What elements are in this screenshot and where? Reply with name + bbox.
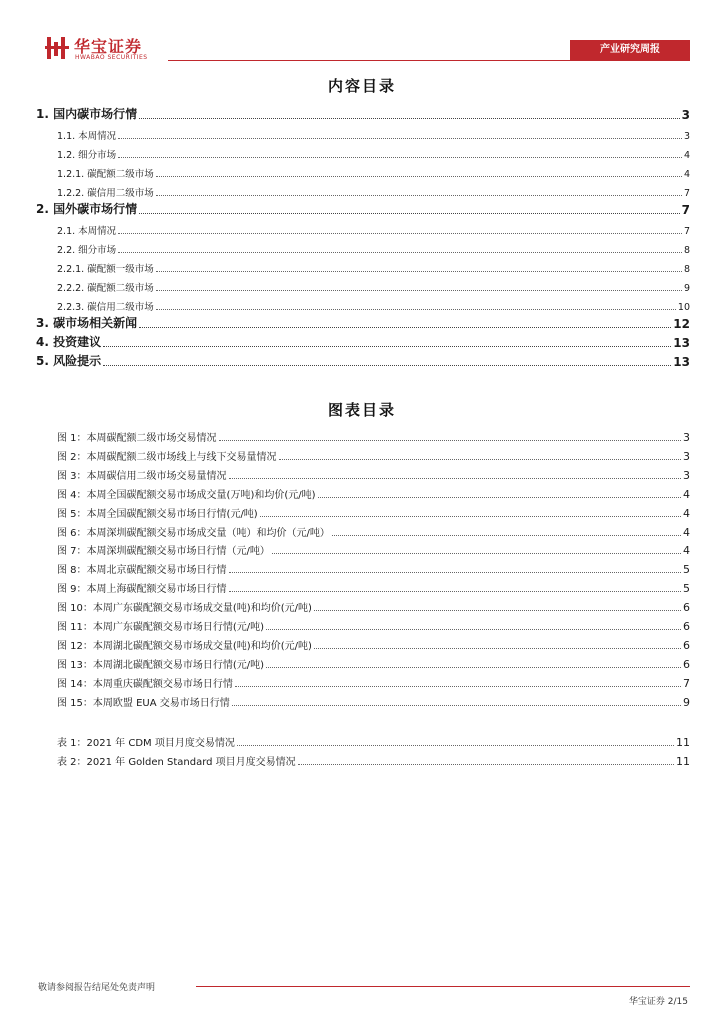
dot-leader bbox=[156, 309, 676, 310]
dot-leader bbox=[332, 535, 681, 536]
toc-entry-label: 图 6：本周深圳碳配额交易市场成交量（吨）和均价（元/吨） bbox=[57, 527, 330, 539]
footer-page-number: 2/15 bbox=[667, 997, 688, 1007]
figure-entry[interactable] bbox=[57, 485, 690, 501]
dot-leader bbox=[229, 591, 681, 592]
toc-entry-page: 6 bbox=[683, 638, 690, 652]
header-divider bbox=[168, 60, 690, 61]
toc-entry-label: 图 1：本周碳配额二级市场交易情况 bbox=[57, 433, 217, 444]
dot-leader bbox=[266, 629, 681, 630]
dot-leader bbox=[237, 745, 674, 746]
toc-entry-label: 2.1. 本周情况 bbox=[57, 226, 117, 237]
toc-entry-page: 7 bbox=[683, 226, 690, 237]
figure-entry[interactable] bbox=[57, 428, 690, 444]
table-entry[interactable] bbox=[57, 733, 690, 749]
dot-leader bbox=[118, 157, 682, 158]
toc-entry-label: 2. 国外碳市场行情 bbox=[36, 202, 138, 216]
toc-entry-label: 图 4：本周全国碳配额交易市场成交量(万吨)和均价(元/吨) bbox=[57, 489, 316, 501]
toc-entry-page: 6 bbox=[683, 657, 690, 671]
toc-entry-page: 13 bbox=[673, 355, 690, 369]
toc-entry-level1[interactable] bbox=[36, 334, 690, 350]
brand-name-en: HWABAO SECURITIES bbox=[75, 54, 148, 61]
toc-entry-label: 1.2.1. 碳配额二级市场 bbox=[57, 169, 154, 180]
toc-entry-page: 3 bbox=[683, 431, 690, 444]
toc-entry-page: 9 bbox=[683, 283, 690, 294]
dot-leader bbox=[139, 327, 671, 328]
dot-leader bbox=[229, 478, 681, 479]
toc-entry-page: 4 bbox=[683, 169, 690, 180]
figure-entry[interactable] bbox=[57, 579, 690, 595]
toc-entry-page: 3 bbox=[683, 468, 690, 482]
dot-leader bbox=[139, 118, 680, 119]
footer-page-info bbox=[629, 994, 688, 1007]
toc-entry-label: 1.2. 细分市场 bbox=[57, 150, 117, 161]
dot-leader bbox=[279, 459, 681, 460]
footer-company: 华宝证券 bbox=[628, 997, 665, 1007]
toc-entry-page: 4 bbox=[683, 525, 690, 539]
toc-entry-label: 图 8：本周北京碳配额交易市场日行情 bbox=[57, 565, 227, 577]
toc-entry-label: 图 9：本周上海碳配额交易市场日行情 bbox=[57, 584, 227, 596]
toc-entry-level2[interactable] bbox=[57, 145, 690, 161]
toc-entry-label: 图 3：本周碳信用二级市场交易量情况 bbox=[57, 470, 227, 482]
dot-leader bbox=[229, 572, 681, 573]
figure-entry[interactable] bbox=[57, 655, 690, 671]
toc-entry-page: 5 bbox=[683, 582, 690, 596]
toc-entry-label: 3. 碳市场相关新闻 bbox=[36, 316, 138, 330]
toc-entry-level3[interactable] bbox=[57, 183, 690, 199]
dot-leader bbox=[139, 213, 680, 214]
toc-entry-level1[interactable] bbox=[36, 315, 690, 331]
toc-entry-page: 3 bbox=[683, 449, 690, 463]
toc-entry-page: 5 bbox=[683, 563, 690, 577]
dot-leader bbox=[235, 686, 681, 687]
figures-title: 图表目录 bbox=[327, 401, 396, 419]
dot-leader bbox=[103, 346, 671, 347]
page-header bbox=[40, 30, 690, 70]
toc-entry-label: 1. 国内碳市场行情 bbox=[36, 107, 138, 121]
toc-entry-label: 图 11：本周广东碳配额交易市场日行情(元/吨) bbox=[57, 622, 265, 633]
toc-entry-label: 1.1. 本周情况 bbox=[57, 131, 117, 142]
toc-entry-label: 2.2.3. 碳信用二级市场 bbox=[57, 302, 154, 313]
toc-entry-page: 11 bbox=[676, 736, 690, 749]
dot-leader bbox=[156, 195, 682, 196]
toc-entry-label: 图 14：本周重庆碳配额交易市场日行情 bbox=[57, 678, 233, 690]
toc-entry-level1[interactable] bbox=[36, 106, 690, 122]
toc-entry-level2[interactable] bbox=[57, 126, 690, 142]
figure-entry[interactable] bbox=[57, 617, 690, 633]
brand-logo-icon bbox=[44, 34, 72, 62]
dot-leader bbox=[232, 705, 681, 706]
toc-entry-page: 9 bbox=[683, 695, 690, 709]
toc-entry-label: 2.2.1. 碳配额一级市场 bbox=[57, 264, 154, 275]
dot-leader bbox=[318, 497, 681, 498]
toc-entry-label: 图 13：本周湖北碳配额交易市场日行情(元/吨) bbox=[57, 659, 265, 671]
toc-entry-page: 8 bbox=[683, 245, 690, 256]
toc-entry-label: 图 15：本周欧盟 EUA 交易市场日行情 bbox=[57, 697, 230, 709]
dot-leader bbox=[156, 271, 682, 272]
dot-leader bbox=[219, 440, 681, 441]
toc-entry-page: 4 bbox=[683, 544, 690, 558]
toc-entry-label: 2.2. 细分市场 bbox=[57, 245, 117, 256]
toc-entry-label: 图 7：本周深圳碳配额交易市场日行情（元/吨） bbox=[57, 546, 270, 558]
figure-entry[interactable] bbox=[57, 636, 690, 652]
figure-entry[interactable] bbox=[57, 504, 690, 520]
toc-entry-label: 图 10：本周广东碳配额交易市场成交量(吨)和均价(元/吨) bbox=[57, 603, 312, 615]
toc-entry-label: 图 2：本周碳配额二级市场线上与线下交易量情况 bbox=[57, 451, 277, 463]
toc-entry-page: 4 bbox=[683, 150, 690, 161]
dot-leader bbox=[118, 233, 682, 234]
figure-entry[interactable] bbox=[57, 693, 690, 709]
toc-entry-page: 13 bbox=[673, 336, 690, 350]
toc-entry-page: 12 bbox=[673, 317, 690, 331]
dot-leader bbox=[260, 516, 681, 517]
toc-entry-page: 7 bbox=[683, 188, 690, 199]
toc-entry-page: 6 bbox=[683, 601, 690, 615]
report-type-badge: 产业研究周报 bbox=[570, 40, 690, 60]
toc-entry-label: 2.2.2. 碳配额二级市场 bbox=[57, 283, 154, 294]
toc-entry-label: 表 2：2021 年 Golden Standard 项目月度交易情况 bbox=[57, 757, 296, 768]
toc-entry-level3[interactable] bbox=[57, 297, 690, 313]
dot-leader bbox=[272, 553, 681, 554]
disclaimer-note: 敬请参阅报告结尾处免责声明 bbox=[38, 983, 156, 993]
toc-entry-level1[interactable] bbox=[36, 201, 690, 217]
footer-divider bbox=[196, 986, 690, 987]
toc-entry-page: 10 bbox=[677, 302, 690, 313]
contents-title: 内容目录 bbox=[327, 77, 396, 95]
toc-entry-page: 7 bbox=[681, 203, 690, 217]
brand-logo bbox=[40, 34, 180, 66]
toc-entry-label: 图 12：本周湖北碳配额交易市场成交量(吨)和均价(元/吨) bbox=[57, 640, 312, 652]
toc-entry-level3[interactable] bbox=[57, 164, 690, 180]
dot-leader bbox=[103, 365, 671, 366]
figure-entry[interactable] bbox=[57, 466, 690, 482]
toc-entry-level1[interactable] bbox=[36, 353, 690, 369]
toc-entry-label: 图 5：本周全国碳配额交易市场日行情(元/吨) bbox=[57, 508, 258, 520]
toc-entry-page: 6 bbox=[683, 620, 690, 633]
toc-entry-page: 4 bbox=[683, 506, 690, 520]
dot-leader bbox=[118, 252, 682, 253]
dot-leader bbox=[156, 290, 682, 291]
toc-entry-level3[interactable] bbox=[57, 259, 690, 275]
table-entry[interactable] bbox=[57, 752, 690, 768]
figure-entry[interactable] bbox=[57, 598, 690, 614]
figure-entry[interactable] bbox=[57, 523, 690, 539]
dot-leader bbox=[314, 648, 681, 649]
toc-entry-level2[interactable] bbox=[57, 240, 690, 256]
figure-entry[interactable] bbox=[57, 541, 690, 557]
dot-leader bbox=[266, 667, 681, 668]
dot-leader bbox=[314, 610, 681, 611]
figure-entry[interactable] bbox=[57, 447, 690, 463]
figure-entry[interactable] bbox=[57, 674, 690, 690]
figure-entry[interactable] bbox=[57, 560, 690, 576]
toc-entry-page: 7 bbox=[683, 676, 690, 690]
dot-leader bbox=[156, 176, 682, 177]
toc-entry-level3[interactable] bbox=[57, 278, 690, 294]
toc-entry-label: 表 1：2021 年 CDM 项目月度交易情况 bbox=[57, 738, 235, 749]
toc-entry-page: 4 bbox=[683, 487, 690, 501]
toc-entry-page: 8 bbox=[683, 264, 690, 275]
toc-entry-page: 11 bbox=[676, 755, 690, 768]
brand-name-cn: 华宝证券 bbox=[74, 37, 143, 56]
toc-entry-label: 5. 风险提示 bbox=[36, 354, 102, 368]
toc-entry-page: 3 bbox=[683, 131, 690, 142]
toc-entry-label: 1.2.2. 碳信用二级市场 bbox=[57, 188, 154, 199]
toc-entry-level2[interactable] bbox=[57, 221, 690, 237]
dot-leader bbox=[298, 764, 674, 765]
toc-entry-label: 4. 投资建议 bbox=[36, 335, 102, 349]
dot-leader bbox=[118, 138, 682, 139]
toc-entry-page: 3 bbox=[681, 108, 690, 122]
